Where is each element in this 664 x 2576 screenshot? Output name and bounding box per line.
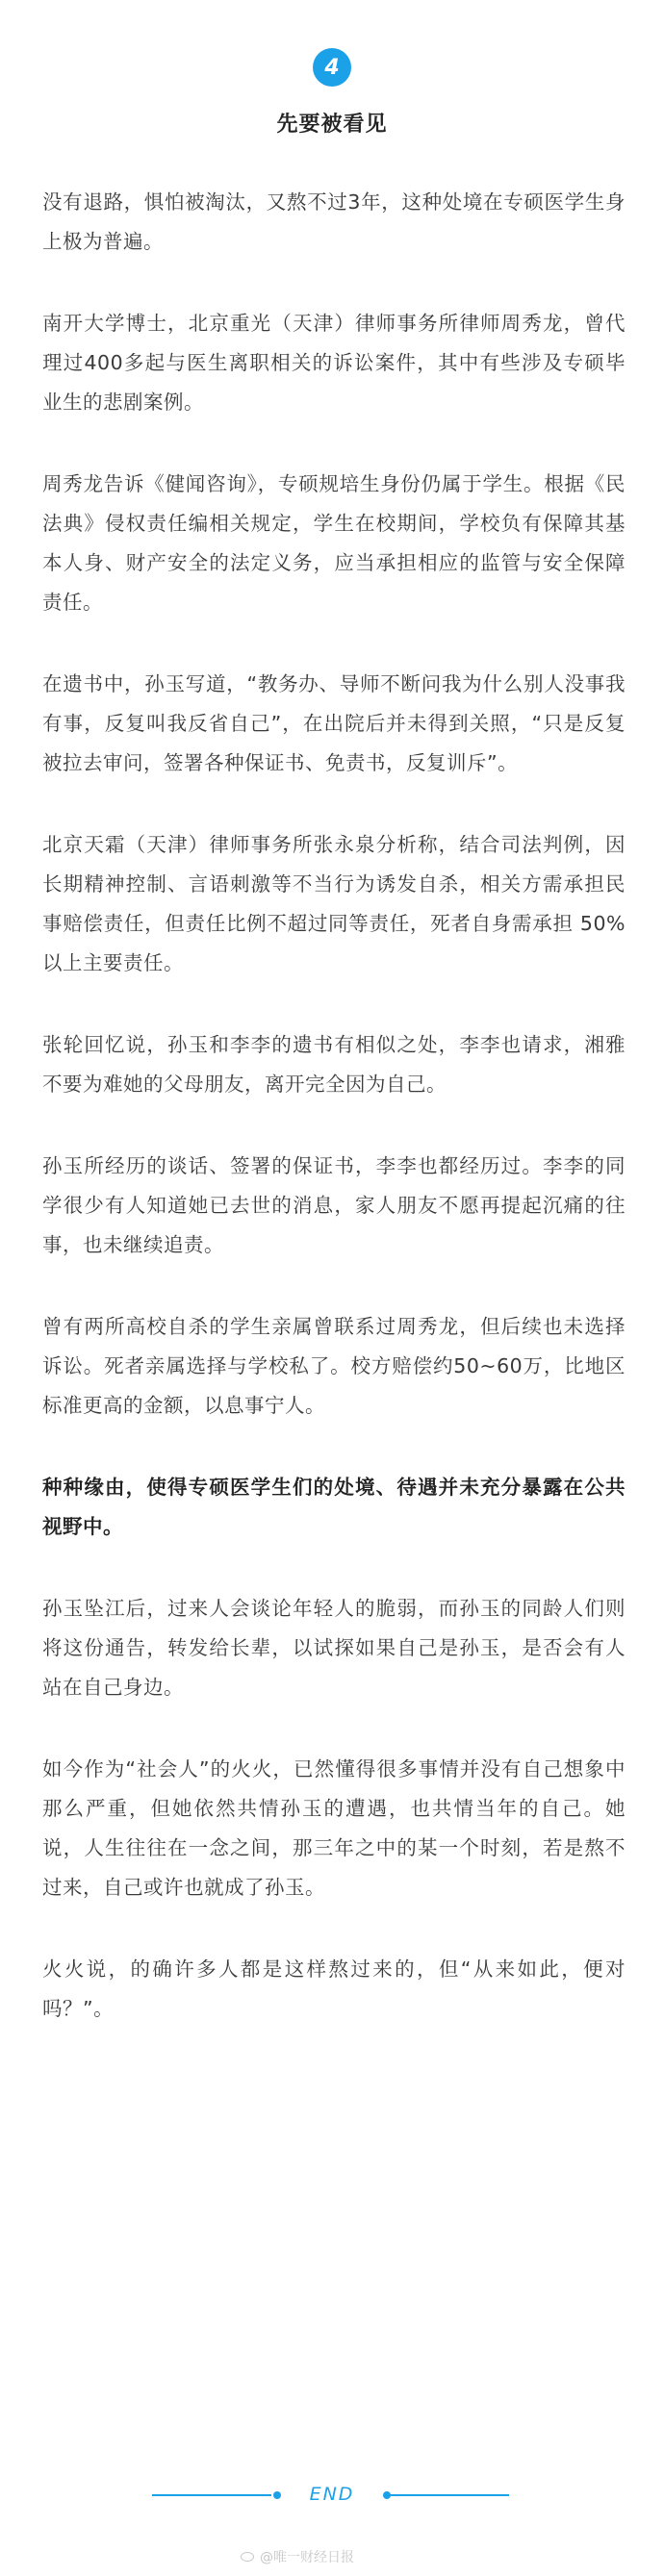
section-number: 4 (324, 55, 340, 80)
paragraph: 在遗书中，孙玉写道，“教务办、导师不断问我为什么别人没事我有事，反复叫我反省自己”，在出院后并未得到关照，“只是反复被拉去审问，签署各种保证书、免责书，反复训斥”。 (42, 672, 626, 774)
end-line-right (390, 2494, 509, 2496)
paragraph: 南开大学博士，北京重光（天津）律师事务所律师周秀龙，曾代理过400多起与医生离职相关的诉讼案件，其中有些涉及专硕毕业生的悲剧案例。 (42, 312, 626, 414)
section-number-badge (313, 48, 351, 87)
paragraph: 没有退路，惧怕被淘汰，又熬不过3年，这种处境在专硕医学生身上极为普遍。 (42, 190, 626, 253)
paragraph: 孙玉坠江后，过来人会谈论年轻人的脆弱，而孙玉的同龄人们则将这份通告，转发给长辈，以试探如果自己是孙玉，是否会有人站在自己身边。 (42, 1597, 626, 1699)
paragraph: 周秀龙告诉《健闻咨询》，专硕规培生身份仍属于学生。根据《民法典》侵权责任编相关规定，学生在校期间，学校负有保障其基本人身、财产安全的法定义务，应当承担相应的监管与安全保障责任。 (42, 472, 626, 614)
section-title: 先要被看见 (276, 113, 388, 137)
paragraph: 如今作为“社会人”的火火，已然懂得很多事情并没有自己想象中那么严重，但她依然共情孙玉的遭遇，也共情当年的自己。她说，人生往往在一念之间，那三年之中的某一个时刻，若是熬不过来，自己或许也就成了孙玉。 (42, 1757, 626, 1899)
paragraph: 孙玉所经历的谈话、签署的保证书，李李也都经历过。李李的同学很少有人知道她已去世的消息，家人朋友不愿再提起沉痛的往事，也未继续追责。 (42, 1154, 626, 1256)
end-line-left (152, 2494, 271, 2496)
watermark-text: @唯一财经日报 (260, 2550, 354, 2565)
weibo-icon (241, 2551, 256, 2563)
end-dot-left (273, 2491, 281, 2499)
watermark (241, 2547, 354, 2566)
end-divider (0, 2484, 664, 2507)
paragraph: 张轮回忆说，孙玉和李李的遗书有相似之处，李李也请求，湘雅不要为难她的父母朋友，离开完全因为自己。 (42, 1033, 626, 1096)
paragraph: 北京天霜（天津）律师事务所张永泉分析称，结合司法判例，因长期精神控制、言语刺激等不当行为诱发自杀，相关方需承担民事赔偿责任，但责任比例不超过同等责任，死者自身需承担 50% 以上主要责任。 (42, 833, 626, 974)
paragraph: 火火说，的确许多人都是这样熬过来的，但“从来如此，便对吗？”。 (42, 1957, 626, 2020)
end-label: END (309, 2484, 355, 2505)
paragraph: 曾有两所高校自杀的学生亲属曾联系过周秀龙，但后续也未选择诉讼。死者亲属选择与学校私了。校方赔偿约50~60万，比地区标准更高的金额，以息事宁人。 (42, 1315, 626, 1417)
bold-paragraph: 种种缘由，使得专硕医学生们的处境、待遇并未充分暴露在公共视野中。 (42, 1476, 626, 1538)
article-body (42, 183, 626, 2071)
